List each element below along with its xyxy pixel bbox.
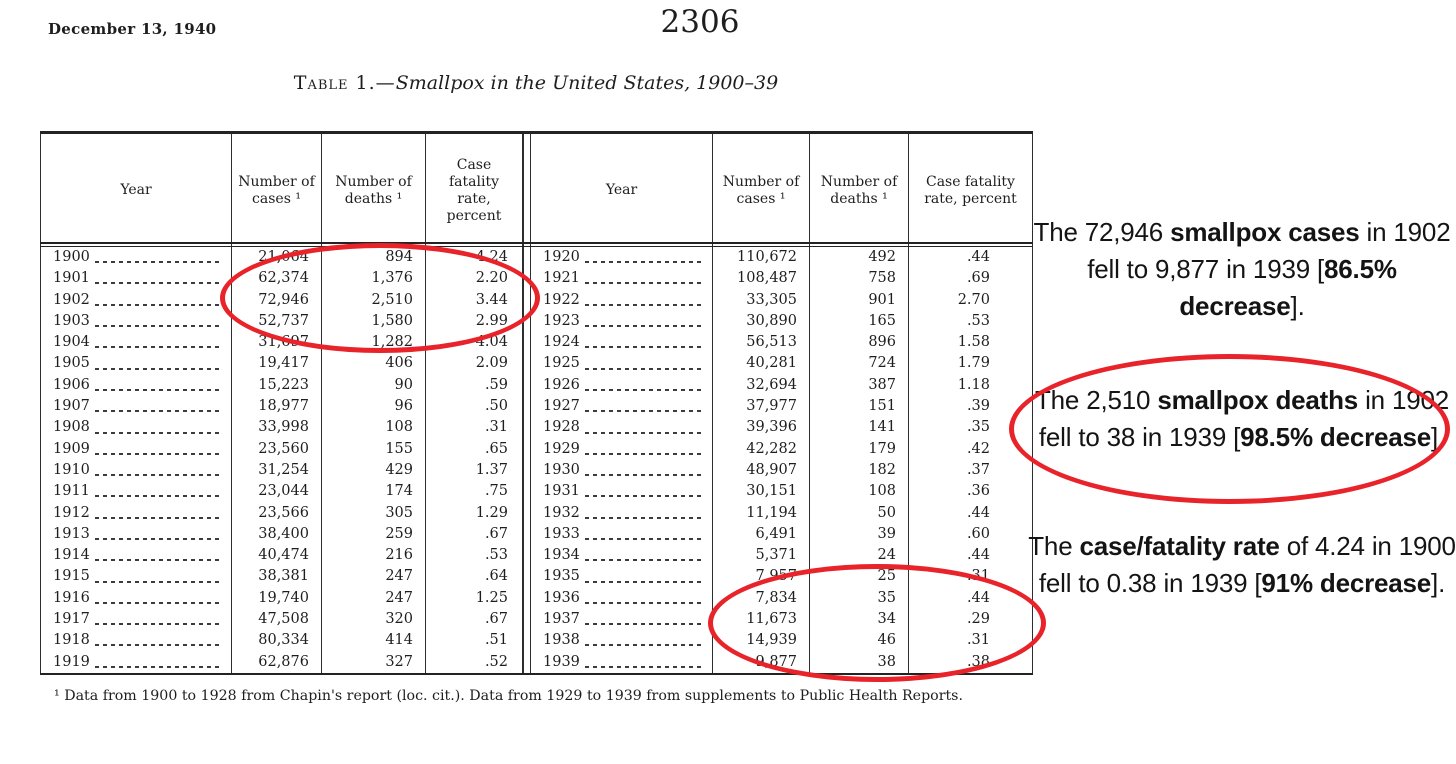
rate-cell: 2.20 <box>425 268 522 289</box>
table-row <box>41 353 522 374</box>
dotted-leader <box>585 389 704 391</box>
dotted-leader <box>95 346 223 348</box>
dotted-leader <box>95 538 223 540</box>
dotted-leader <box>95 282 223 284</box>
table-row <box>531 396 1032 417</box>
year-cell: 1932 <box>531 503 712 524</box>
cases-cell: 40,281 <box>712 353 809 374</box>
table-header-rule <box>40 242 1033 247</box>
dotted-leader <box>585 623 704 625</box>
red-circle-deaths-annotation <box>1009 354 1450 504</box>
table-title-label: Table 1.— <box>293 72 396 94</box>
table-row <box>41 566 522 587</box>
rate-cell: .50 <box>425 396 522 417</box>
deaths-cell: 151 <box>809 396 908 417</box>
table-row <box>531 503 1032 524</box>
deaths-cell: 406 <box>321 353 425 374</box>
rate-cell: .69 <box>908 268 1032 289</box>
cases-cell: 11,194 <box>712 503 809 524</box>
deaths-cell: 901 <box>809 290 908 311</box>
rate-cell: .67 <box>425 524 522 545</box>
cases-cell: 7,957 <box>712 566 809 587</box>
cases-cell: 33,998 <box>231 417 321 438</box>
dotted-leader <box>585 261 704 263</box>
table-row <box>41 630 522 651</box>
cases-cell: 42,282 <box>712 439 809 460</box>
table-left-half <box>41 134 522 673</box>
column-header: Number of cases ¹ <box>231 134 321 247</box>
cases-cell: 72,946 <box>231 290 321 311</box>
year-cell: 1906 <box>41 375 231 396</box>
cases-cell: 52,737 <box>231 311 321 332</box>
deaths-cell: 894 <box>321 247 425 268</box>
deaths-cell: 174 <box>321 481 425 502</box>
cases-cell: 47,508 <box>231 609 321 630</box>
rate-cell: .31 <box>908 630 1032 651</box>
rate-cell: .42 <box>908 439 1032 460</box>
table-row <box>531 247 1032 268</box>
cases-cell: 21,064 <box>231 247 321 268</box>
deaths-cell: 96 <box>321 396 425 417</box>
deaths-cell: 216 <box>321 545 425 566</box>
deaths-cell: 259 <box>321 524 425 545</box>
year-cell: 1919 <box>41 652 231 673</box>
dotted-leader <box>95 368 223 370</box>
cases-cell: 11,673 <box>712 609 809 630</box>
rate-cell: .64 <box>425 566 522 587</box>
table-row <box>531 311 1032 332</box>
table-footnote: ¹ Data from 1900 to 1928 from Chapin's report (loc. cit.). Data from 1929 to 1939 from supplements to Public Health Reports. <box>54 688 963 704</box>
dotted-leader <box>95 453 223 455</box>
year-cell: 1901 <box>41 268 231 289</box>
column-header: Case fatality rate, percent <box>425 134 522 247</box>
dotted-leader <box>585 495 704 497</box>
rate-cell: 1.37 <box>425 460 522 481</box>
annotation-fatality-rate: The case/fatality rate of 4.24 in 1900 fell to 0.38 in 1939 [91% decrease]. <box>1028 531 1456 598</box>
deaths-cell: 34 <box>809 609 908 630</box>
cases-cell: 56,513 <box>712 332 809 353</box>
cases-cell: 6,491 <box>712 524 809 545</box>
deaths-cell: 247 <box>321 588 425 609</box>
deaths-cell: 46 <box>809 630 908 651</box>
dotted-leader <box>95 495 223 497</box>
rate-cell: .67 <box>425 609 522 630</box>
year-cell: 1938 <box>531 630 712 651</box>
dotted-leader <box>585 666 704 668</box>
table-row <box>41 439 522 460</box>
table-row <box>531 417 1032 438</box>
dotted-leader <box>585 559 704 561</box>
dotted-leader <box>585 474 704 476</box>
table-row <box>41 609 522 630</box>
deaths-cell: 24 <box>809 545 908 566</box>
table-row <box>41 375 522 396</box>
deaths-cell: 108 <box>809 481 908 502</box>
year-cell: 1928 <box>531 417 712 438</box>
table-middle-divider <box>522 134 531 673</box>
rate-cell: .52 <box>425 652 522 673</box>
table-row <box>531 481 1032 502</box>
dotted-leader <box>585 581 704 583</box>
rate-cell: 1.18 <box>908 375 1032 396</box>
dotted-leader <box>95 432 223 434</box>
year-cell: 1930 <box>531 460 712 481</box>
rate-cell: .53 <box>908 311 1032 332</box>
rate-cell: 1.29 <box>425 503 522 524</box>
dotted-leader <box>95 602 223 604</box>
dotted-leader <box>585 453 704 455</box>
cases-cell: 31,697 <box>231 332 321 353</box>
deaths-cell: 429 <box>321 460 425 481</box>
dotted-leader <box>585 325 704 327</box>
year-cell: 1920 <box>531 247 712 268</box>
rate-cell: .44 <box>908 545 1032 566</box>
rate-cell: .75 <box>425 481 522 502</box>
table-row <box>531 332 1032 353</box>
year-cell: 1939 <box>531 652 712 673</box>
table-title-subject: Smallpox in the United States, 1900–39 <box>395 72 779 94</box>
column-header: Year <box>605 182 638 198</box>
column-header: Number of deaths ¹ <box>321 134 425 247</box>
cases-cell: 23,566 <box>231 503 321 524</box>
dotted-leader <box>95 325 223 327</box>
rate-cell: .36 <box>908 481 1032 502</box>
rate-cell: .44 <box>908 247 1032 268</box>
table-row <box>41 545 522 566</box>
cases-cell: 37,977 <box>712 396 809 417</box>
table-row <box>41 652 522 673</box>
cases-cell: 19,417 <box>231 353 321 374</box>
year-cell: 1912 <box>41 503 231 524</box>
cases-cell: 62,876 <box>231 652 321 673</box>
deaths-cell: 179 <box>809 439 908 460</box>
cases-cell: 38,400 <box>231 524 321 545</box>
table-header-right <box>531 134 1032 247</box>
year-cell: 1913 <box>41 524 231 545</box>
year-cell: 1910 <box>41 460 231 481</box>
dotted-leader <box>585 368 704 370</box>
cases-cell: 110,672 <box>712 247 809 268</box>
year-cell: 1907 <box>41 396 231 417</box>
rate-cell: 2.09 <box>425 353 522 374</box>
year-cell: 1927 <box>531 396 712 417</box>
rate-cell: 2.70 <box>908 290 1032 311</box>
year-cell: 1924 <box>531 332 712 353</box>
deaths-cell: 155 <box>321 439 425 460</box>
table-row <box>41 524 522 545</box>
cases-cell: 33,305 <box>712 290 809 311</box>
dotted-leader <box>95 517 223 519</box>
table-row <box>531 460 1032 481</box>
column-header: Number of deaths ¹ <box>809 134 908 247</box>
year-cell: 1936 <box>531 588 712 609</box>
dotted-leader <box>95 474 223 476</box>
deaths-cell: 305 <box>321 503 425 524</box>
deaths-cell: 387 <box>809 375 908 396</box>
dotted-leader <box>95 389 223 391</box>
rate-cell: .44 <box>908 503 1032 524</box>
dotted-leader <box>95 623 223 625</box>
year-cell: 1926 <box>531 375 712 396</box>
year-cell: 1915 <box>41 566 231 587</box>
cases-cell: 15,223 <box>231 375 321 396</box>
annotation-cases: The 72,946 smallpox cases in 1902 fell to 9,877 in 1939 [86.5% decrease]. <box>1033 217 1451 321</box>
table-row <box>41 417 522 438</box>
cases-cell: 62,374 <box>231 268 321 289</box>
deaths-cell: 320 <box>321 609 425 630</box>
cases-cell: 30,151 <box>712 481 809 502</box>
deaths-cell: 327 <box>321 652 425 673</box>
cases-cell: 31,254 <box>231 460 321 481</box>
deaths-cell: 1,580 <box>321 311 425 332</box>
year-cell: 1931 <box>531 481 712 502</box>
year-cell: 1917 <box>41 609 231 630</box>
rate-cell: .60 <box>908 524 1032 545</box>
issue-date: December 13, 1940 <box>48 20 217 38</box>
year-cell: 1925 <box>531 353 712 374</box>
year-cell: 1934 <box>531 545 712 566</box>
year-cell: 1909 <box>41 439 231 460</box>
column-header: Case fatality rate, percent <box>908 134 1032 247</box>
table-row <box>531 353 1032 374</box>
dotted-leader <box>95 304 223 306</box>
deaths-cell: 2,510 <box>321 290 425 311</box>
year-cell: 1916 <box>41 588 231 609</box>
rate-cell: 1.79 <box>908 353 1032 374</box>
cases-cell: 14,939 <box>712 630 809 651</box>
year-cell: 1923 <box>531 311 712 332</box>
dotted-leader <box>585 517 704 519</box>
year-cell: 1904 <box>41 332 231 353</box>
table-row <box>41 481 522 502</box>
year-cell: 1922 <box>531 290 712 311</box>
table-row <box>41 503 522 524</box>
year-cell: 1921 <box>531 268 712 289</box>
year-cell: 1903 <box>41 311 231 332</box>
deaths-cell: 247 <box>321 566 425 587</box>
year-cell: 1905 <box>41 353 231 374</box>
rate-cell: 2.99 <box>425 311 522 332</box>
rate-cell: 4.24 <box>425 247 522 268</box>
deaths-cell: 896 <box>809 332 908 353</box>
table-row <box>531 439 1032 460</box>
dotted-leader <box>95 644 223 646</box>
cases-cell: 23,560 <box>231 439 321 460</box>
rate-cell: .44 <box>908 588 1032 609</box>
year-cell: 1935 <box>531 566 712 587</box>
dotted-leader <box>585 304 704 306</box>
year-cell: 1918 <box>41 630 231 651</box>
rate-cell: .39 <box>908 396 1032 417</box>
deaths-cell: 141 <box>809 417 908 438</box>
table-row <box>531 524 1032 545</box>
table-row <box>41 460 522 481</box>
red-circle-1900s-data <box>220 243 540 353</box>
dotted-leader <box>95 581 223 583</box>
cases-cell: 19,740 <box>231 588 321 609</box>
deaths-cell: 165 <box>809 311 908 332</box>
cases-cell: 18,977 <box>231 396 321 417</box>
dotted-leader <box>95 261 223 263</box>
cases-cell: 5,371 <box>712 545 809 566</box>
dotted-leader <box>585 602 704 604</box>
table-row <box>41 588 522 609</box>
deaths-cell: 39 <box>809 524 908 545</box>
column-header: Year <box>120 182 152 198</box>
table-row <box>531 268 1032 289</box>
dotted-leader <box>585 644 704 646</box>
year-cell: 1914 <box>41 545 231 566</box>
rate-cell: .29 <box>908 609 1032 630</box>
dotted-leader <box>95 559 223 561</box>
rate-cell: 1.25 <box>425 588 522 609</box>
cases-cell: 9,877 <box>712 652 809 673</box>
deaths-cell: 724 <box>809 353 908 374</box>
table-row <box>531 375 1032 396</box>
dotted-leader <box>585 410 704 412</box>
dotted-leader <box>585 538 704 540</box>
red-circle-1930s-data <box>708 564 1046 682</box>
deaths-cell: 1,376 <box>321 268 425 289</box>
year-cell: 1908 <box>41 417 231 438</box>
cases-cell: 48,907 <box>712 460 809 481</box>
deaths-cell: 492 <box>809 247 908 268</box>
rate-cell: .65 <box>425 439 522 460</box>
deaths-cell: 758 <box>809 268 908 289</box>
dotted-leader <box>585 346 704 348</box>
deaths-cell: 108 <box>321 417 425 438</box>
cases-cell: 32,694 <box>712 375 809 396</box>
dotted-leader <box>95 410 223 412</box>
deaths-cell: 25 <box>809 566 908 587</box>
cases-cell: 7,834 <box>712 588 809 609</box>
rate-cell: 3.44 <box>425 290 522 311</box>
rate-cell: .38 <box>908 652 1032 673</box>
rate-cell: .51 <box>425 630 522 651</box>
rate-cell: 1.58 <box>908 332 1032 353</box>
annotation-deaths: The 2,510 smallpox deaths in 1902 fell to 38 in 1939 [98.5% decrease]. <box>1034 385 1449 452</box>
deaths-cell: 90 <box>321 375 425 396</box>
dotted-leader <box>95 666 223 668</box>
dotted-leader <box>585 432 704 434</box>
rate-cell: .37 <box>908 460 1032 481</box>
rate-cell: .35 <box>908 417 1032 438</box>
year-cell: 1900 <box>41 247 231 268</box>
cases-cell: 39,396 <box>712 417 809 438</box>
year-cell: 1911 <box>41 481 231 502</box>
column-header: Number of cases ¹ <box>712 134 809 247</box>
deaths-cell: 182 <box>809 460 908 481</box>
rate-cell: .59 <box>425 375 522 396</box>
table-row <box>531 290 1032 311</box>
deaths-cell: 414 <box>321 630 425 651</box>
year-cell: 1929 <box>531 439 712 460</box>
cases-cell: 108,487 <box>712 268 809 289</box>
dotted-leader <box>585 282 704 284</box>
rate-cell: 4.04 <box>425 332 522 353</box>
page-number: 2306 <box>660 4 740 40</box>
rate-cell: .53 <box>425 545 522 566</box>
table-row <box>531 545 1032 566</box>
deaths-cell: 35 <box>809 588 908 609</box>
year-cell: 1937 <box>531 609 712 630</box>
cases-cell: 30,890 <box>712 311 809 332</box>
table-title <box>40 72 1032 94</box>
deaths-cell: 38 <box>809 652 908 673</box>
deaths-cell: 50 <box>809 503 908 524</box>
table-row <box>41 396 522 417</box>
table-header-left <box>41 134 522 247</box>
rate-cell: .31 <box>908 566 1032 587</box>
rate-cell: .31 <box>425 417 522 438</box>
cases-cell: 23,044 <box>231 481 321 502</box>
cases-cell: 80,334 <box>231 630 321 651</box>
cases-cell: 38,381 <box>231 566 321 587</box>
deaths-cell: 1,282 <box>321 332 425 353</box>
cases-cell: 40,474 <box>231 545 321 566</box>
year-cell: 1933 <box>531 524 712 545</box>
year-cell: 1902 <box>41 290 231 311</box>
